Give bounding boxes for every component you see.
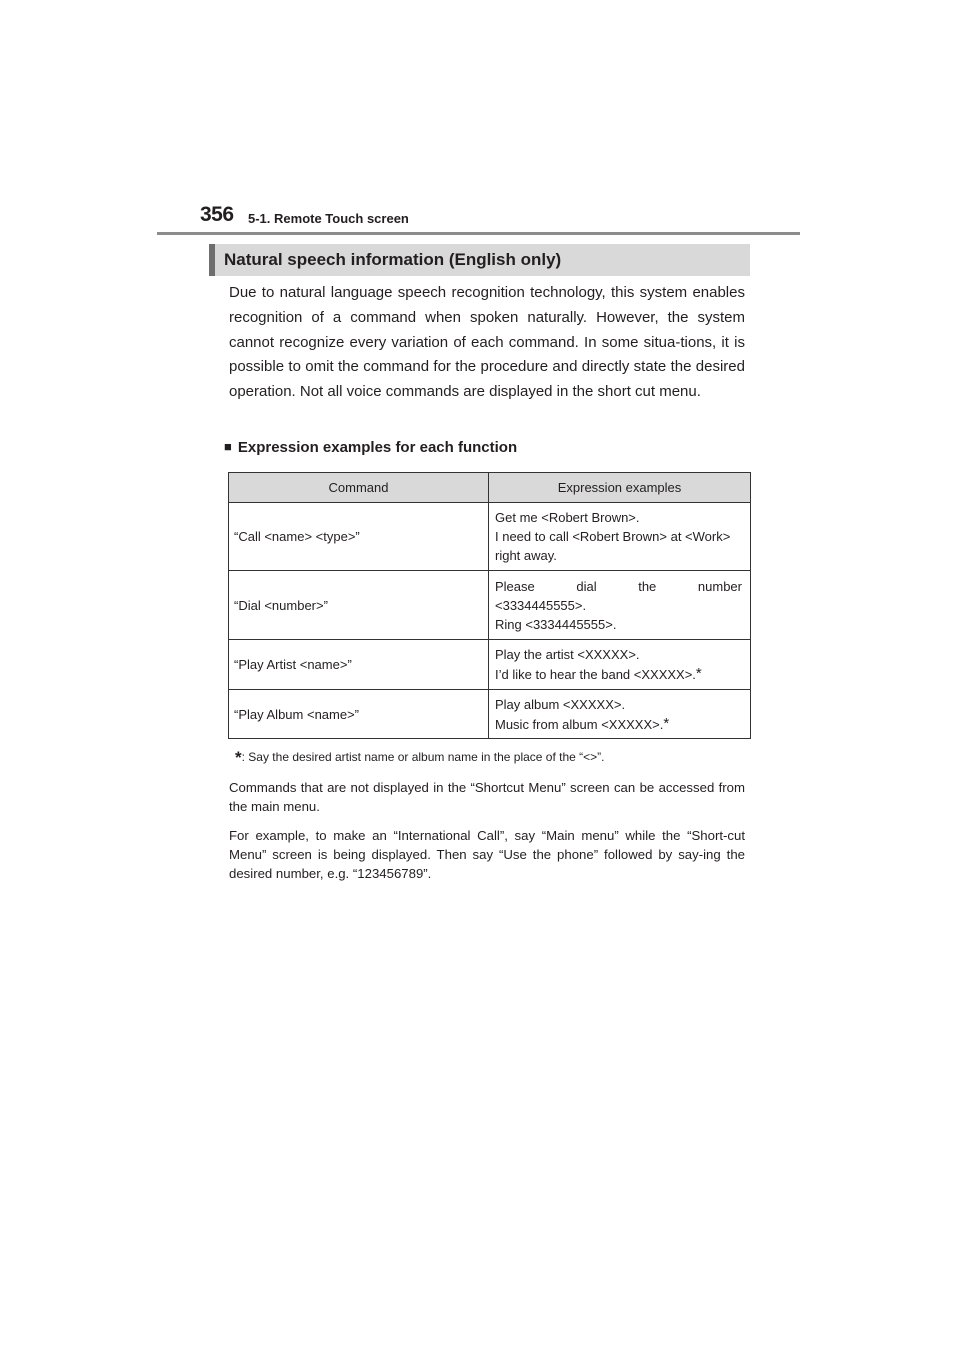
body-paragraph: For example, to make an “International Call”, say “Main menu” while the “Short-cut Menu” screen is being displayed. Then say “Use the phone” followed by say-ing the desired number, e.g. “123456789”. [229,828,745,881]
expression-cell [489,640,751,690]
column-header-expressions: Expression examples [489,473,751,503]
expression-text: I’d like to hear the band <XXXXX>. [495,667,696,682]
expression-cell [489,571,751,640]
command-cell: “Play Album <name>” [229,690,489,739]
expression-cell [489,503,751,571]
expression-line: I need to call <Robert Brown> at <Work> [495,529,731,544]
expression-line: right away. [495,548,557,563]
expression-line [495,714,742,734]
expression-line: <3334445555>. [495,597,587,613]
page-number: 356 [200,203,234,226]
expression-line: Ring <3334445555>. [495,616,617,632]
footnote-star-icon: * [235,748,242,767]
table-row [229,571,751,640]
expression-text: Music from album <XXXXX>. [495,716,664,732]
table-row [229,640,751,690]
expression-line: Please dial the number [495,578,742,594]
column-header-command: Command [229,473,489,503]
footnote-text: : Say the desired artist name or album name in the place of the “<>”. [241,750,605,764]
body-paragraph: Commands that are not displayed in the “Shortcut Menu” screen can be accessed from the main menu. [229,780,745,814]
section-label: 5-1. Remote Touch screen [248,211,409,226]
expression-line [495,664,742,684]
table-row [229,690,751,739]
footnote-star-icon: * [663,714,670,732]
intro-paragraph: Due to natural language speech recognition technology, this system enables recognition of a command when spoken naturally. However, the system cannot recognize every variation of each command. In some situa-tions, it is possible to omit the command for the procedure and directly state the desired operation. Not all voice commands are displayed in the short cut menu. [229,284,745,401]
table-header-row [229,473,751,503]
expression-line: Play album <XXXXX>. [495,696,626,712]
subheading [224,439,517,456]
header-divider [157,232,800,235]
expression-line: Play the artist <XXXXX>. [495,647,640,662]
command-cell: “Dial <number>” [229,571,489,640]
footnote-star-icon: * [695,665,702,682]
expression-cell [489,690,751,739]
subheading-text: Expression examples for each function [237,439,518,456]
command-cell: “Call <name> <type>” [229,503,489,571]
table-row [229,503,751,571]
section-heading: Natural speech information (English only) [209,244,750,276]
footnote [235,746,604,766]
square-bullet-icon: ■ [224,439,232,454]
command-cell: “Play Artist <name>” [229,640,489,690]
expression-table [228,472,751,739]
expression-line: Get me <Robert Brown>. [495,510,640,525]
